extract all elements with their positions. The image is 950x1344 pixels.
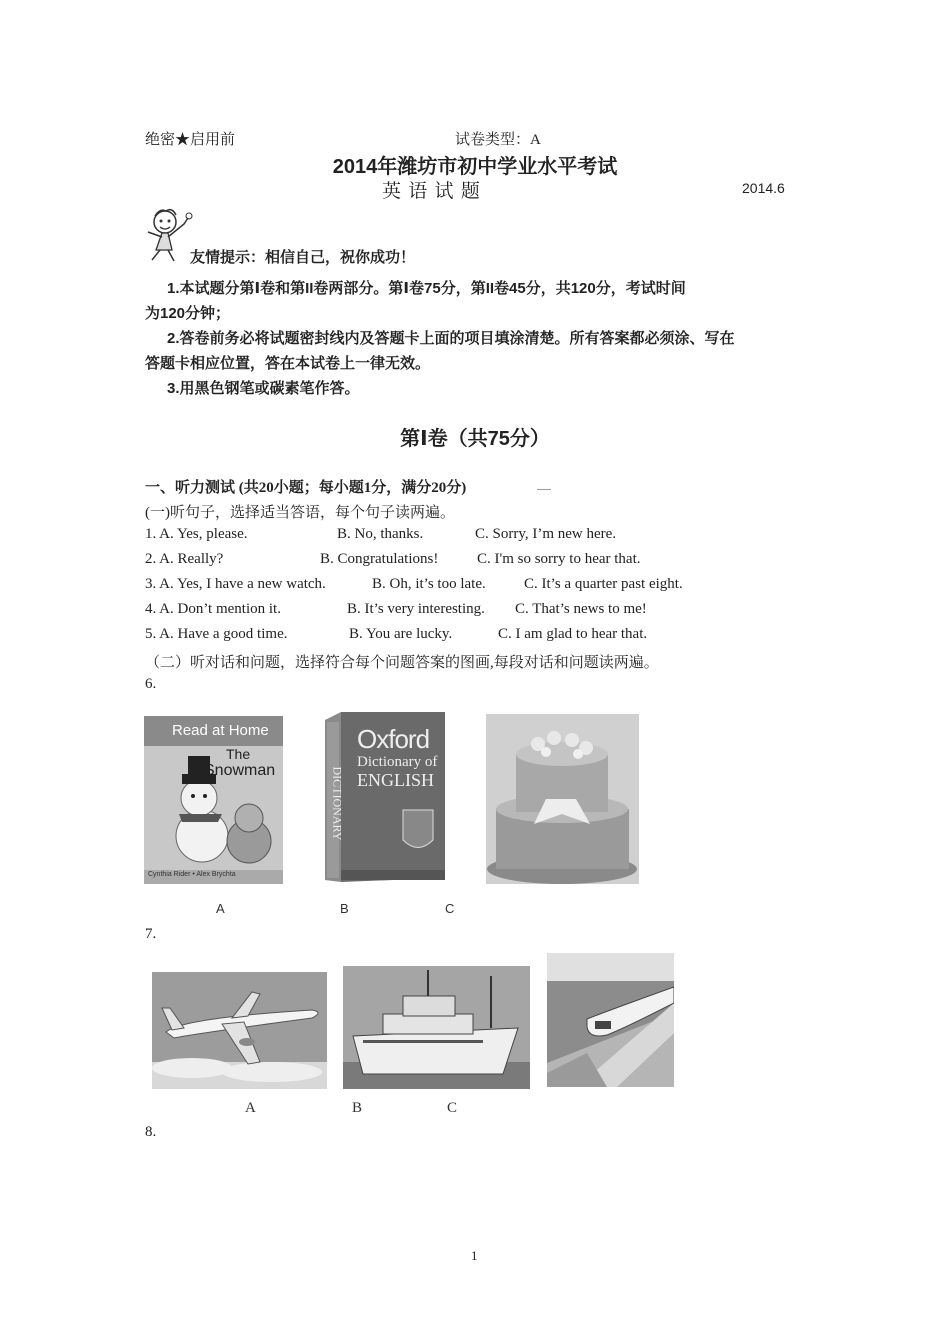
tip-3: 3.用黑色钢笔或碳素笔作答。 <box>167 380 360 397</box>
oxford-dictionary-image <box>323 710 447 884</box>
birthday-cake-image <box>486 714 639 884</box>
q4-option-c: C. That’s news to me! <box>515 601 647 617</box>
q2-option-c: C. I'm so sorry to hear that. <box>477 551 641 567</box>
q2-option-a: 2. A. Really? <box>145 551 224 567</box>
tip-1-line-1: 1.本试题分第Ⅰ卷和第II卷两部分。第Ⅰ卷75分，第II卷45分，共120分，考试时间 <box>167 280 686 297</box>
question-8-number: 8. <box>145 1124 157 1140</box>
section-1-sub-1: (一)听句子，选择适当答语，每个句子读两遍。 <box>145 505 455 521</box>
dictionary-title-line-2: Dictionary of <box>357 754 438 770</box>
dictionary-title-line-3: ENGLISH <box>357 770 434 790</box>
exam-date: 2014.6 <box>742 180 785 196</box>
q5-option-c: C. I am glad to hear that. <box>498 626 648 642</box>
secret-label: 绝密★启用前 <box>145 132 236 148</box>
book-series-text: Read at Home <box>172 722 269 739</box>
question-6-number: 6. <box>145 676 157 692</box>
q4-option-a: 4. A. Don’t mention it. <box>145 601 281 617</box>
q5-option-a: 5. A. Have a good time. <box>145 626 288 642</box>
q3-option-b: B. Oh, it’s too late. <box>372 576 486 592</box>
paper-type: 试卷类型：A <box>455 132 541 148</box>
q6-label-a: A <box>216 901 225 916</box>
q5-option-b: B. You are lucky. <box>349 626 453 642</box>
dictionary-brand: Oxford <box>357 724 430 754</box>
exam-title: 2014年潍坊市初中学业水平考试 <box>332 156 618 178</box>
divider <box>537 489 551 490</box>
q7-label-c: C <box>447 1100 458 1116</box>
tip-1-line-2: 为120分钟； <box>145 305 231 322</box>
cartoon-mascot-icon <box>142 206 194 264</box>
section-1-heading: 一、听力测试 (共20小题；每小题1分，满分20分) <box>145 480 467 496</box>
q3-option-c: C. It’s a quarter past eight. <box>524 576 683 592</box>
q6-label-c: C <box>445 901 455 916</box>
page-number: 1 <box>471 1248 478 1263</box>
q1-option-b: B. No, thanks. <box>337 526 424 542</box>
train-image <box>547 953 674 1087</box>
question-7-number: 7. <box>145 926 157 942</box>
book-title-snowman: Snowman <box>204 762 276 779</box>
part-1-title: 第Ⅰ卷（共75分） <box>400 428 550 450</box>
q3-option-a: 3. A. Yes, I have a new watch. <box>145 576 326 592</box>
tips-heading: 友情提示：相信自己，祝你成功！ <box>190 249 416 266</box>
dictionary-spine: DICTIONARY <box>330 766 345 841</box>
airplane-image <box>152 972 327 1089</box>
tip-2-line-1: 2.答卷前务必将试题密封线内及答题卡上面的项目填涂清楚。所有答案都必须涂、写在 <box>167 330 735 347</box>
exam-subtitle: 英 语 试 题 <box>382 181 481 202</box>
q4-option-b: B. It’s very interesting. <box>347 601 485 617</box>
q1-option-c: C. Sorry, I’m new here. <box>475 526 617 542</box>
section-1-sub-2: （二）听对话和问题，选择符合每个问题答案的图画,每段对话和问题读两遍。 <box>145 655 659 671</box>
book-authors: Cynthia Rider • Alex Brychta <box>148 871 236 878</box>
q7-label-a: A <box>245 1100 256 1116</box>
snowman-book-image <box>144 716 283 884</box>
tip-2-line-2: 答题卡相应位置，答在本试卷上一律无效。 <box>145 355 431 372</box>
ship-image <box>343 966 530 1089</box>
q1-option-a: 1. A. Yes, please. <box>145 526 248 542</box>
q2-option-b: B. Congratulations! <box>320 551 439 567</box>
book-title-the: The <box>226 746 251 762</box>
q7-label-b: B <box>352 1100 363 1116</box>
q6-label-b: B <box>340 901 349 916</box>
